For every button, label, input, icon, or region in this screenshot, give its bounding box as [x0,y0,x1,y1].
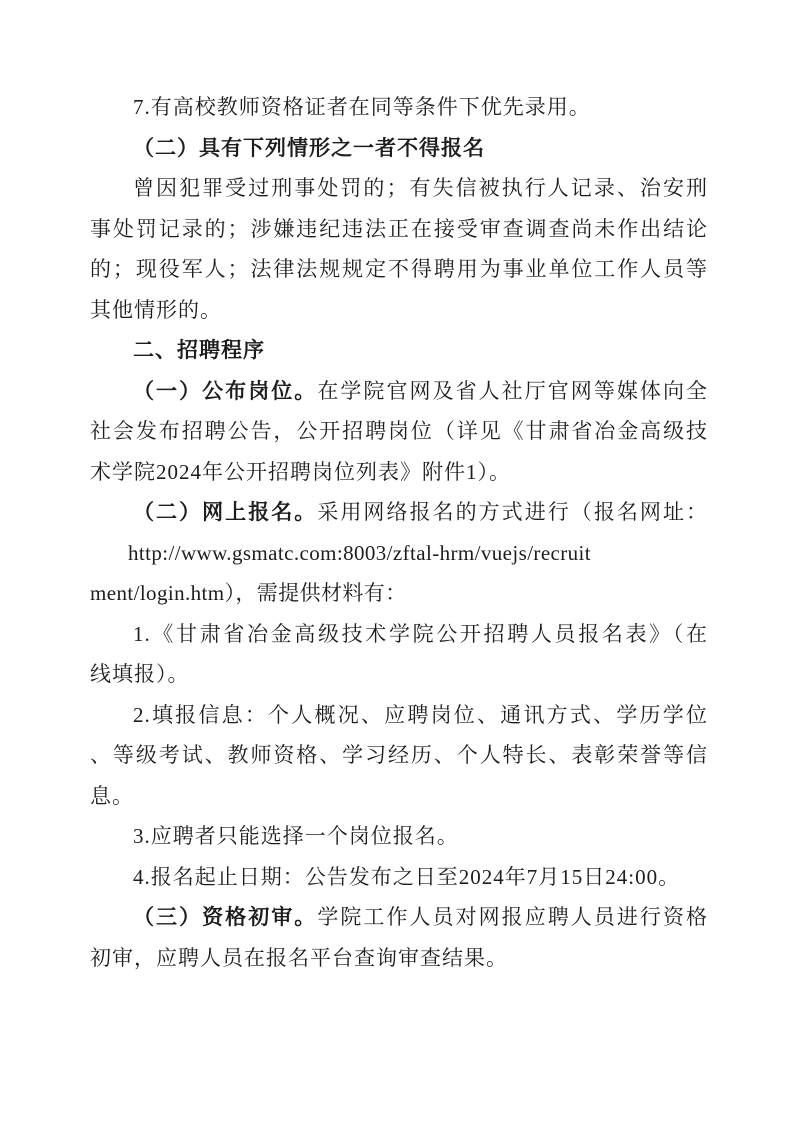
text-line [90,87,708,128]
body-text: 7.有高校教师资格证者在同等条件下优先录用。 [133,95,591,119]
qualification-review [90,897,708,978]
material-1 [90,614,708,695]
body-text: 线填报）。 [90,662,190,686]
text-line [90,492,708,533]
body-text: 的；现役军人；法律法规规定不得聘用为事业单位工作人员等 [90,257,708,281]
online-registration [90,492,708,533]
bold-text: （二）具有下列情形之一者不得报名 [133,136,485,160]
text-line [90,209,708,250]
body-text: 采用网络报名的方式进行（报名网址： [317,500,708,524]
text-line [90,614,708,655]
body-text: 其他情形的。 [90,297,222,322]
body-text: 事处罚记录的；涉嫌违纪违法正在接受审查调查尚未作出结论 [90,216,708,241]
text-line [90,452,708,493]
body-text: 2.填报信息：个人概况、应聘岗位、通讯方式、学历学位 [133,702,708,727]
text-line [90,654,708,695]
body-text: ment/login.htm），需提供材料有： [90,581,407,605]
text-line [90,938,708,979]
bold-text: （三）资格初审。 [133,906,318,929]
body-text: 学院工作人员对网报应聘人员进行资格 [317,905,708,929]
body-text: 曾因犯罪受过刑事处罚的；有失信被执行人记录、治安刑 [133,176,708,200]
text-line [90,128,708,169]
bold-text: （一）公布岗位。 [133,379,318,403]
body-text: 、等级考试、教师资格、学习经历、个人特长、表彰荣誉等信 [90,743,708,767]
registration-url [90,533,708,614]
document-body [90,87,708,978]
text-line [90,371,708,412]
material-3 [90,816,708,857]
material-2 [90,695,708,817]
body-text: 在学院官网及省人社厅官网等媒体向全 [317,378,708,403]
text-line [90,249,708,290]
text-line [90,897,708,938]
material-4 [90,857,708,898]
text-line [90,330,708,371]
body-text: 4.报名起止日期：公告发布之日至2024年7月15日24:00。 [133,864,681,889]
text-line [90,776,708,817]
body-text: http://www.gsmatc.com:8003/zftal-hrm/vuejs/recruit [128,540,592,565]
heading-recruitment-procedure [90,330,708,371]
text-line [90,168,708,209]
publish-positions [90,371,708,493]
body-text: 3.应聘者只能选择一个岗位报名。 [133,824,459,848]
text-line [90,735,708,776]
text-line [90,290,708,331]
text-line [90,411,708,452]
bold-text: 二、招聘程序 [133,339,265,362]
body-text: 术学院2024年公开招聘岗位列表》附件1）。 [90,459,511,484]
body-text: 社会发布招聘公告，公开招聘岗位（详见《甘肃省冶金高级技 [90,419,708,443]
body-text: 息。 [90,783,134,808]
text-line [90,573,708,614]
body-text: 1.《甘肃省冶金高级技术学院公开招聘人员报名表》（在 [133,621,708,646]
text-line [90,533,708,574]
bold-text: （二）网上报名。 [133,501,318,524]
clause-7 [90,87,708,128]
text-line [90,816,708,857]
heading-disqualification [90,128,708,169]
text-line [90,857,708,898]
body-text: 初审，应聘人员在报名平台查询审查结果。 [90,945,508,970]
text-line [90,695,708,736]
disqualification-body [90,168,708,330]
